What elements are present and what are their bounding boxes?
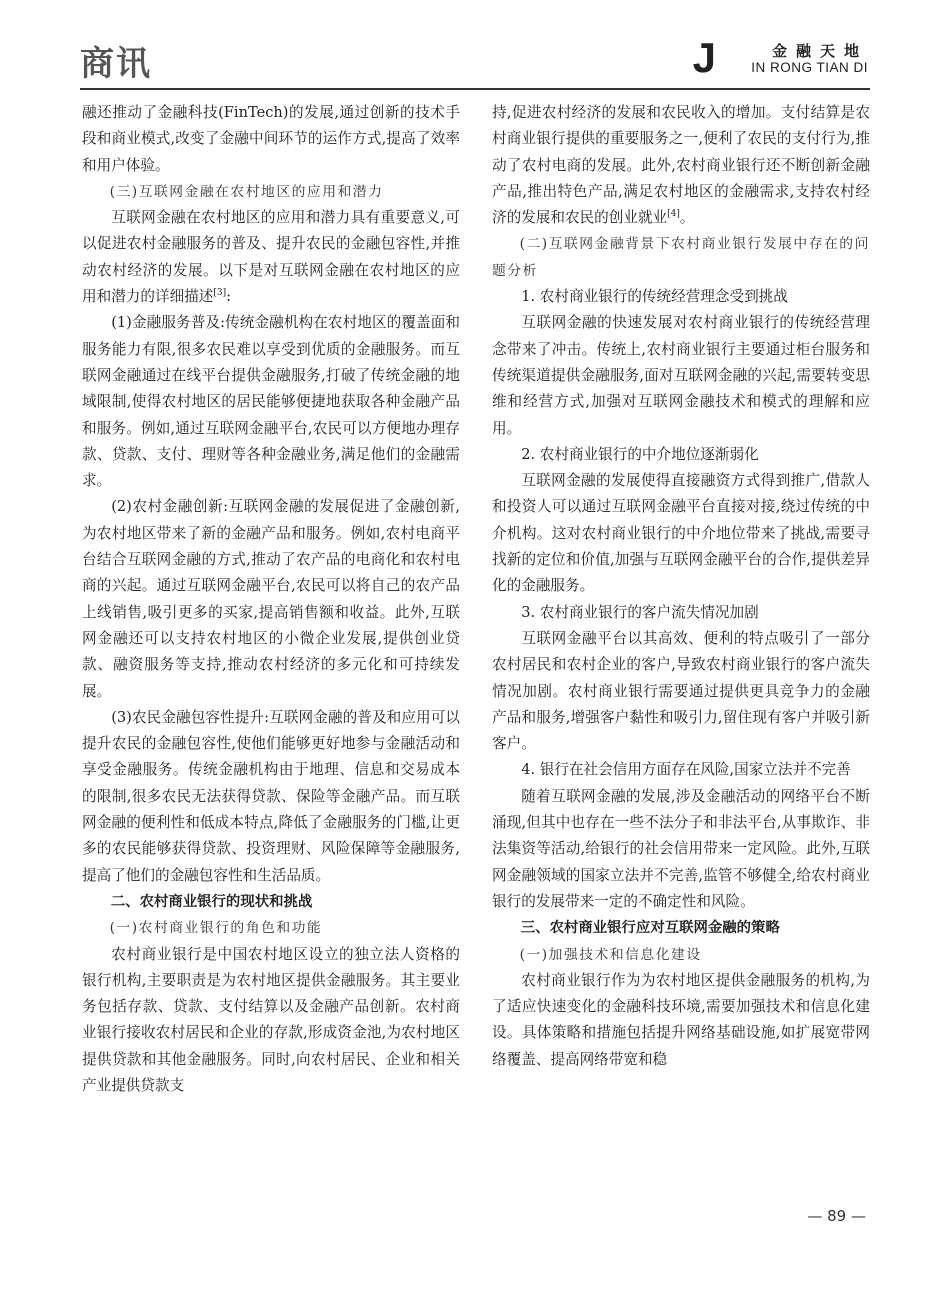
left-column [82, 100, 460, 1099]
page-header [0, 0, 950, 90]
page-number: — 89 — [807, 1207, 866, 1225]
subsection-heading: (一)加强技术和信息化建设 [519, 946, 702, 963]
paragraph-text: 持,促进农村经济的发展和农民收入的增加。支付结算是农村商业银行提供的重要服务之一,便利了农民的支付行为,推动了农村电商的发展。此外,农村商业银行还不断创新金融产品,推出特色产品,满足农村地区的金融需求,支持农村经济的发展和农民的创业就业 [492, 104, 870, 227]
right-column [492, 100, 870, 1073]
paragraph: (2)农村金融创新:互联网金融的发展促进了金融创新,为农村地区带来了新的金融产品和服务。例如,农村电商平台结合互联网金融的方式,推动了农产品的电商化和农村电商的兴起。通过互联网金融平台,农民可以将自己的农产品上线销售,吸引更多的买家,提高销售额和收益。此外,互联网金融还可以支持农村地区的小微企业发展,提供创业贷款、融资服务等支持,推动农村经济的多元化和可持续发展。 [82, 498, 460, 700]
section-heading: 三、农村商业银行应对互联网金融的策略 [520, 920, 780, 937]
paragraph [82, 205, 460, 310]
item-heading: 3. 农村商业银行的客户流失情况加剧 [521, 603, 759, 621]
subsection-heading: (二)互联网金融背景下农村商业银行发展中存在的问题分析 [492, 236, 870, 279]
paragraph: 互联网金融的快速发展对农村商业银行的传统经营理念带来了冲击。传统上,农村商业银行主要通过柜台服务和传统渠道提供金融服务,面对互联网金融的兴起,需要转变思维和经营方式,加强对互联网金融技术和模式的理解和应用。 [492, 314, 870, 437]
paragraph: 互联网金融的发展使得直接融资方式得到推广,借款人和投资人可以通过互联网金融平台直接对接,绕过传统的中介机构。这对农村商业银行的中介地位带来了挑战,需要寻找新的定位和价值,加强与互联网金融平台的合作,提供差异化的金融服务。 [492, 472, 870, 595]
brand-chinese: 金融天地 [771, 42, 868, 60]
item-heading: 2. 农村商业银行的中介地位逐渐弱化 [521, 445, 759, 463]
item-heading: 4. 银行在社会信用方面存在风险,国家立法并不完善 [521, 761, 851, 779]
header-rule [80, 88, 870, 90]
brand-initial: J [692, 34, 716, 81]
paragraph: 随着互联网金融的发展,涉及金融活动的网络平台不断涌现,但其中也存在一些不法分子和非法平台,从事欺诈、非法集资等活动,给银行的社会信用带来一定风险。此外,互联网金融领域的国家立法并不完善,监管不够健全,给农村商业银行的发展带来一定的不确定性和风险。 [492, 787, 870, 910]
brand-english: IN RONG TIAN DI [751, 60, 868, 75]
subsection-heading: (一)农村商业银行的角色和功能 [109, 920, 323, 937]
subsection-heading: (三)互联网金融在农村地区的应用和潜力 [109, 183, 384, 200]
paragraph: 农村商业银行作为为农村地区提供金融服务的机构,为了适应快速变化的金融科技环境,需要加强技术和信息化建设。具体策略和措施包括提升网络基础设施,如扩展宽带网络覆盖、提高网络带宽和稳 [492, 971, 870, 1068]
paragraph: 融还推动了金融科技(FinTech)的发展,通过创新的技术手段和商业模式,改变了金融中间环节的运作方式,提高了效率和用户体验。 [82, 104, 460, 174]
paragraph: 农村商业银行是中国农村地区设立的独立法人资格的银行机构,主要职责是为农村地区提供金融服务。其主要业务包括存款、贷款、支付结算以及金融产品创新。农村商业银行接收农村居民和企业的存款,形成资金池,为农村地区提供贷款和其他金融服务。同时,向农村居民、企业和相关产业提供贷款支 [82, 945, 460, 1094]
paragraph: (1)金融服务普及:传统金融机构在农村地区的覆盖面和服务能力有限,很多农民难以享受到优质的金融服务。而互联网金融通过在线平台提供金融服务,打破了传统金融的地域限制,使得农村地区的居民能够便捷地获取各种金融产品和服务。例如,通过互联网金融平台,农民可以方便地办理存款、贷款、支付、理财等各种金融业务,满足他们的金融需求。 [82, 314, 460, 490]
paragraph-punct: : [226, 288, 232, 306]
paragraph-punct: 。 [679, 209, 695, 227]
section-heading: 二、农村商业银行的现状和挑战 [110, 893, 313, 910]
magazine-logo: 商讯 [80, 44, 152, 84]
citation: [3] [213, 288, 227, 299]
paragraph: (3)农民金融包容性提升:互联网金融的普及和应用可以提升农民的金融包容性,使他们能够更好地参与金融活动和享受金融服务。传统金融机构由于地理、信息和交易成本的限制,很多农民无法获得贷款、保险等金融产品。而互联网金融的便利性和低成本特点,降低了金融服务的门槛,让更多的农民能够获得贷款、投资理财、风险保障等金融服务,提高了他们的金融包容性和生活品质。 [82, 708, 460, 884]
paragraph [492, 100, 870, 231]
paragraph: 互联网金融平台以其高效、便利的特点吸引了一部分农村居民和农村企业的客户,导致农村商业银行的客户流失情况加剧。农村商业银行需要通过提供更具竞争力的金融产品和服务,增强客户黏性和吸引力,留住现有客户并吸引新客户。 [492, 629, 870, 753]
item-heading: 1. 农村商业银行的传统经营理念受到挑战 [521, 288, 788, 306]
citation: [4] [667, 209, 680, 220]
paragraph-text: 互联网金融在农村地区的应用和潜力具有重要意义,可以促进农村金融服务的普及、提升农民的金融包容性,并推动农村经济的发展。以下是对互联网金融在农村地区的应用和潜力的详细描述 [82, 209, 460, 306]
